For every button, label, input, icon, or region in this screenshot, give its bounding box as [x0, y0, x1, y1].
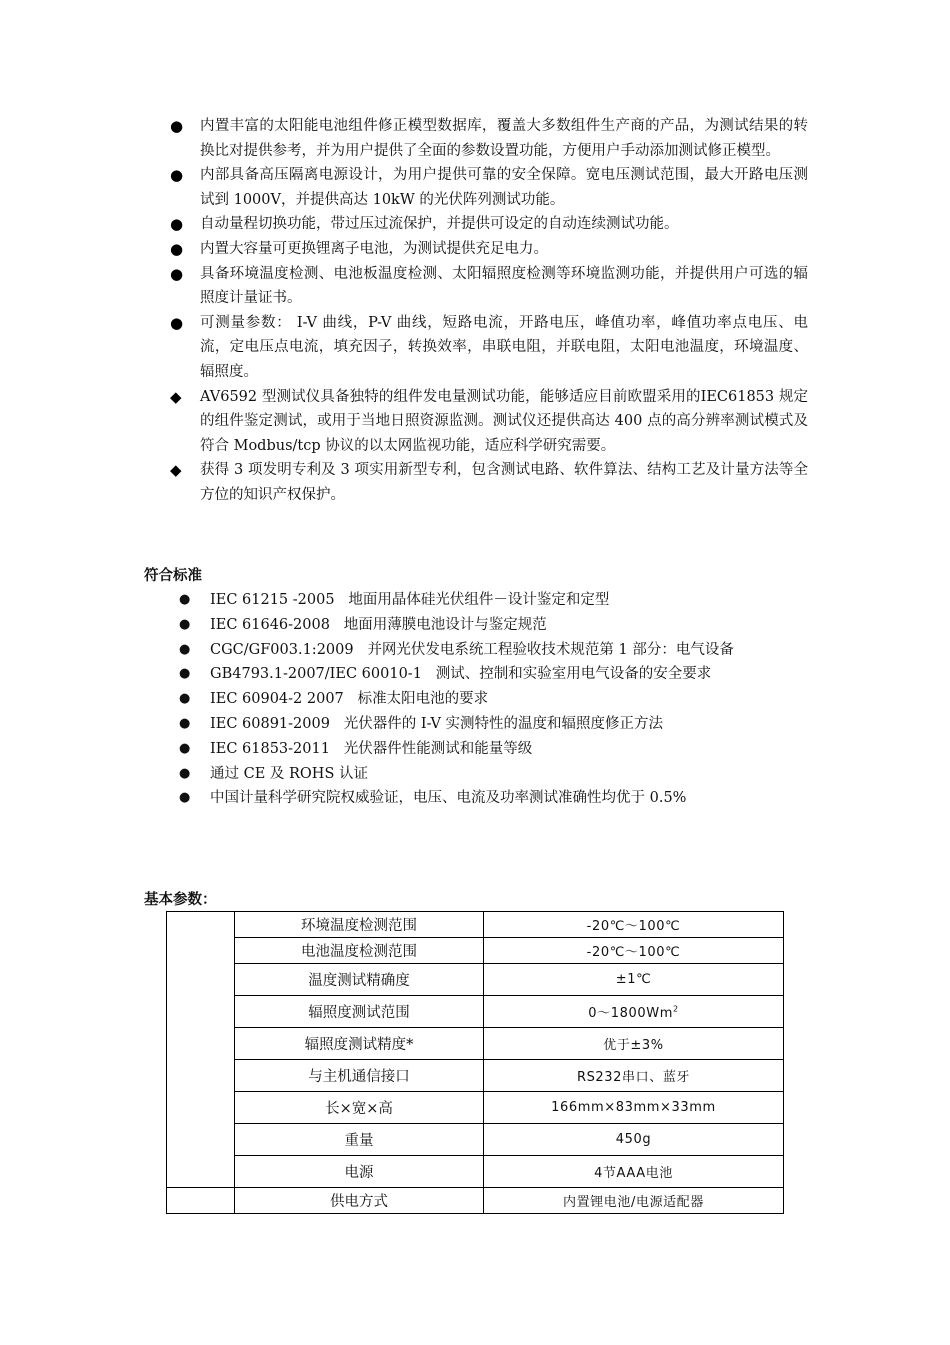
table-row: [167, 1060, 784, 1092]
standard-desc: 光伏器件的 I-V 实测特性的温度和辐照度修正方法: [343, 715, 664, 732]
standard-desc: 并网光伏发电系统工程验收技术规范第 1 部分：电气设备: [367, 641, 734, 658]
feature-item: [168, 458, 808, 507]
param-value: 优于±3%: [484, 1028, 784, 1060]
table-row: [167, 996, 784, 1028]
feature-item: [168, 311, 808, 385]
table-row: [167, 1156, 784, 1188]
bullet-icon: ●: [179, 740, 191, 756]
bullet-icon: ●: [170, 313, 184, 332]
feature-text: 内部具备高压隔离电源设计，为用户提供可靠的安全保障。宽电压测试范围，最大开路电压测试到 1000V，并提供高达 10kW 的光伏阵列测试功能。: [200, 167, 808, 208]
param-value: 450g: [484, 1124, 784, 1156]
feature-text: 自动量程切换功能，带过压过流保护，并提供可设定的自动连续测试功能。: [200, 216, 679, 233]
bullet-icon: ●: [179, 691, 191, 707]
standard-item: [176, 588, 816, 613]
standard-desc: 地面用薄膜电池设计与鉴定规范: [343, 616, 547, 633]
standard-code: IEC 60904-2 2007: [210, 691, 344, 708]
feature-item: [168, 262, 808, 311]
param-label: 辐照度测试范围: [235, 996, 484, 1028]
standard-item: [176, 613, 816, 638]
param-value: -20℃～100℃: [484, 912, 784, 938]
param-label: 长×宽×高: [235, 1092, 484, 1124]
param-label: 辐照度测试精度*: [235, 1028, 484, 1060]
standard-desc: 光伏器件性能测试和能量等级: [343, 740, 533, 757]
param-value: RS232串口、蓝牙: [484, 1060, 784, 1092]
standard-desc: 通过 CE 及 ROHS 认证: [210, 765, 368, 782]
param-value: [484, 996, 784, 1028]
table-row: [167, 1188, 784, 1214]
bullet-icon: ●: [179, 641, 191, 657]
standards-list: [176, 588, 816, 811]
table-row: [167, 1028, 784, 1060]
standard-desc: 中国计量科学研究院权威验证，电压、电流及功率测试准确性均优于 0.5%: [210, 790, 687, 807]
bullet-icon: ●: [179, 765, 191, 781]
bullet-icon: ●: [170, 117, 184, 135]
table-row: [167, 938, 784, 964]
diamond-bullet-icon: ◆: [170, 461, 182, 480]
standard-code: IEC 61646-2008: [210, 616, 330, 633]
feature-item: [168, 212, 808, 237]
param-label: 温度测试精确度: [235, 964, 484, 996]
param-label: 与主机通信接口: [235, 1060, 484, 1092]
bullet-icon: ●: [179, 790, 191, 806]
feature-item: [168, 114, 808, 163]
feature-text: 获得 3 项发明专利及 3 项实用新型专利，包含测试电路、软件算法、结构工艺及计量方法等全方位的知识产权保护。: [200, 462, 808, 503]
bullet-icon: ●: [170, 239, 184, 258]
standard-item: [176, 638, 816, 663]
standard-code: CGC/GF003.1:2009: [210, 641, 354, 658]
bullet-icon: ●: [179, 715, 191, 731]
standard-code: IEC 61215 -2005: [210, 592, 335, 608]
standard-item: [176, 687, 816, 712]
feature-text: 可测量参数： I-V 曲线，P-V 曲线，短路电流，开路电压，峰值功率，峰值功率点电压、电流，定电压点电流，填充因子，转换效率，串联电阻，并联电阻，太阳电池温度，环境温度、辐照度。: [200, 314, 808, 380]
bullet-icon: ●: [170, 166, 184, 185]
standard-desc: 地面用晶体硅光伏组件－设计鉴定和定型: [348, 592, 610, 608]
feature-text: 内置丰富的太阳能电池组件修正模型数据库，覆盖大多数组件生产商的产品，为测试结果的转换比对提供参考，并为用户提供了全面的参数设置功能，方便用户手动添加测试修正模型。: [200, 118, 808, 159]
params-table: [166, 911, 784, 1214]
table-row: [167, 1124, 784, 1156]
bullet-icon: ●: [170, 215, 184, 234]
standard-item: [176, 786, 816, 811]
params-group-cell: [167, 912, 235, 1188]
standard-item: [176, 737, 816, 762]
param-value: 166mm×83mm×33mm: [484, 1092, 784, 1124]
param-value: ±1℃: [484, 964, 784, 996]
param-label: 重量: [235, 1124, 484, 1156]
standard-item: [176, 762, 816, 787]
feature-text: AV6592 型测试仪具备独特的组件发电量测试功能，能够适应目前欧盟采用的IEC61853 规定的组件鉴定测试，或用于当地日照资源监测。测试仪还提供高达 400 点的高分辨率测试模式及符合 Modbus/tcp 协议的以太网监视功能，适应科学研究需要。: [200, 388, 808, 454]
bullet-icon: ●: [179, 666, 191, 682]
bullet-icon: ●: [170, 264, 184, 283]
param-value-sup: 2: [672, 1004, 679, 1014]
standard-code: GB4793.1-2007/IEC 60010-1: [210, 666, 422, 683]
param-label: 环境温度检测范围: [235, 912, 484, 938]
param-label: 电池温度检测范围: [235, 938, 484, 964]
feature-item: [168, 237, 808, 262]
standards-heading: 符合标准: [144, 568, 202, 584]
bullet-icon: ●: [179, 592, 191, 607]
diamond-bullet-icon: ◆: [170, 387, 182, 406]
table-row: [167, 1092, 784, 1124]
params-group-cell: [167, 1188, 235, 1214]
param-value: -20℃～100℃: [484, 938, 784, 964]
standard-desc: 标准太阳电池的要求: [357, 691, 489, 708]
feature-text: 内置大容量可更换锂离子电池，为测试提供充足电力。: [200, 240, 548, 257]
table-row: [167, 912, 784, 938]
table-row: [167, 964, 784, 996]
standard-item: [176, 712, 816, 737]
param-value-main: 0～1800W: [588, 1006, 660, 1021]
param-label: 供电方式: [235, 1188, 484, 1214]
feature-list: [168, 114, 808, 508]
param-label: 电源: [235, 1156, 484, 1188]
bullet-icon: ●: [179, 616, 191, 632]
feature-item: [168, 385, 808, 459]
param-value-suffix: m: [659, 1006, 673, 1021]
param-value: 4节AAA电池: [484, 1156, 784, 1188]
standard-item: [176, 662, 816, 687]
standard-code: IEC 61853-2011: [210, 740, 330, 757]
feature-text: 具备环境温度检测、电池板温度检测、太阳辐照度检测等环境监测功能，并提供用户可选的辐照度计量证书。: [200, 265, 808, 307]
standard-desc: 测试、控制和实验室用电气设备的安全要求: [435, 666, 712, 683]
param-value: 内置锂电池/电源适配器: [484, 1188, 784, 1214]
params-heading: 基本参数：: [144, 892, 217, 908]
feature-item: [168, 163, 808, 212]
standard-code: IEC 60891-2009: [210, 715, 330, 732]
